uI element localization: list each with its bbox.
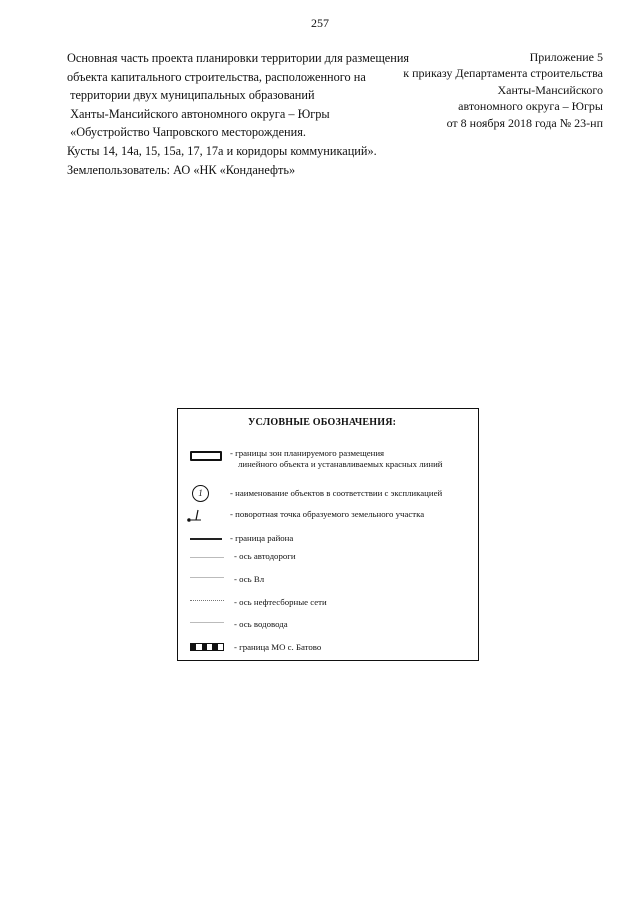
appendix-line: от 8 ноября 2018 года № 23-нп [446, 115, 603, 130]
legend-item-text: - ось Вл [234, 574, 265, 584]
header-left-line: Ханты-Мансийского автономного округа – Югры [67, 106, 330, 121]
appendix-line: Приложение 5 [529, 50, 603, 64]
powerline-axis-icon [190, 577, 224, 578]
district-border-icon [190, 538, 222, 540]
legend-item-text: линейного объекта и устанавливаемых красных линий [238, 459, 443, 469]
appendix-header-right [353, 49, 603, 131]
header-left-line: Основная часть проекта планировки территории для размещения [67, 51, 410, 65]
legend-item-text: - граница МО с. Батово [234, 642, 322, 652]
header-left-line: территории двух муниципальных образований [67, 88, 315, 103]
oil-network-axis-icon [190, 600, 224, 601]
page-number: 257 [311, 16, 329, 30]
legend-title: УСЛОВНЫЕ ОБОЗНАЧЕНИЯ: [248, 417, 397, 428]
legend-item-text: - поворотная точка образуемого земельного участка [230, 509, 425, 519]
appendix-line: к приказу Департамента строительства [403, 66, 603, 81]
appendix-line: Ханты-Мансийского [497, 82, 603, 97]
legend-item-text: - граница района [230, 533, 294, 543]
turning-point-icon [186, 507, 208, 523]
road-axis-icon [190, 557, 224, 558]
legend-item-text: - границы зон планируемого размещения [230, 448, 385, 458]
legend-box [177, 408, 479, 661]
mo-border-icon [190, 643, 224, 651]
water-pipe-axis-icon [190, 622, 224, 623]
appendix-line: автономного округа – Югры [458, 99, 603, 114]
header-left-line: объекта капитального строительства, расположенного на [67, 69, 366, 84]
legend-item-text: - ось автодороги [234, 551, 296, 561]
rect-border-icon [190, 451, 222, 461]
header-left-line: Землепользователь: АО «НК «Конданефть» [67, 162, 296, 177]
legend-item-text: - ось водовода [234, 619, 288, 629]
header-left-line: «Обустройство Чапровского месторождения. [67, 125, 306, 140]
legend-item-text: - ось нефтесборные сети [234, 597, 327, 607]
circle-number-icon [192, 485, 209, 502]
header-left-line: Кусты 14, 14а, 15, 15а, 17, 17а и коридоры коммуникаций». [67, 143, 377, 158]
legend-item-text: - наименование объектов в соответствии с экспликацией [230, 488, 443, 498]
circle-number-label: 1 [198, 488, 203, 498]
